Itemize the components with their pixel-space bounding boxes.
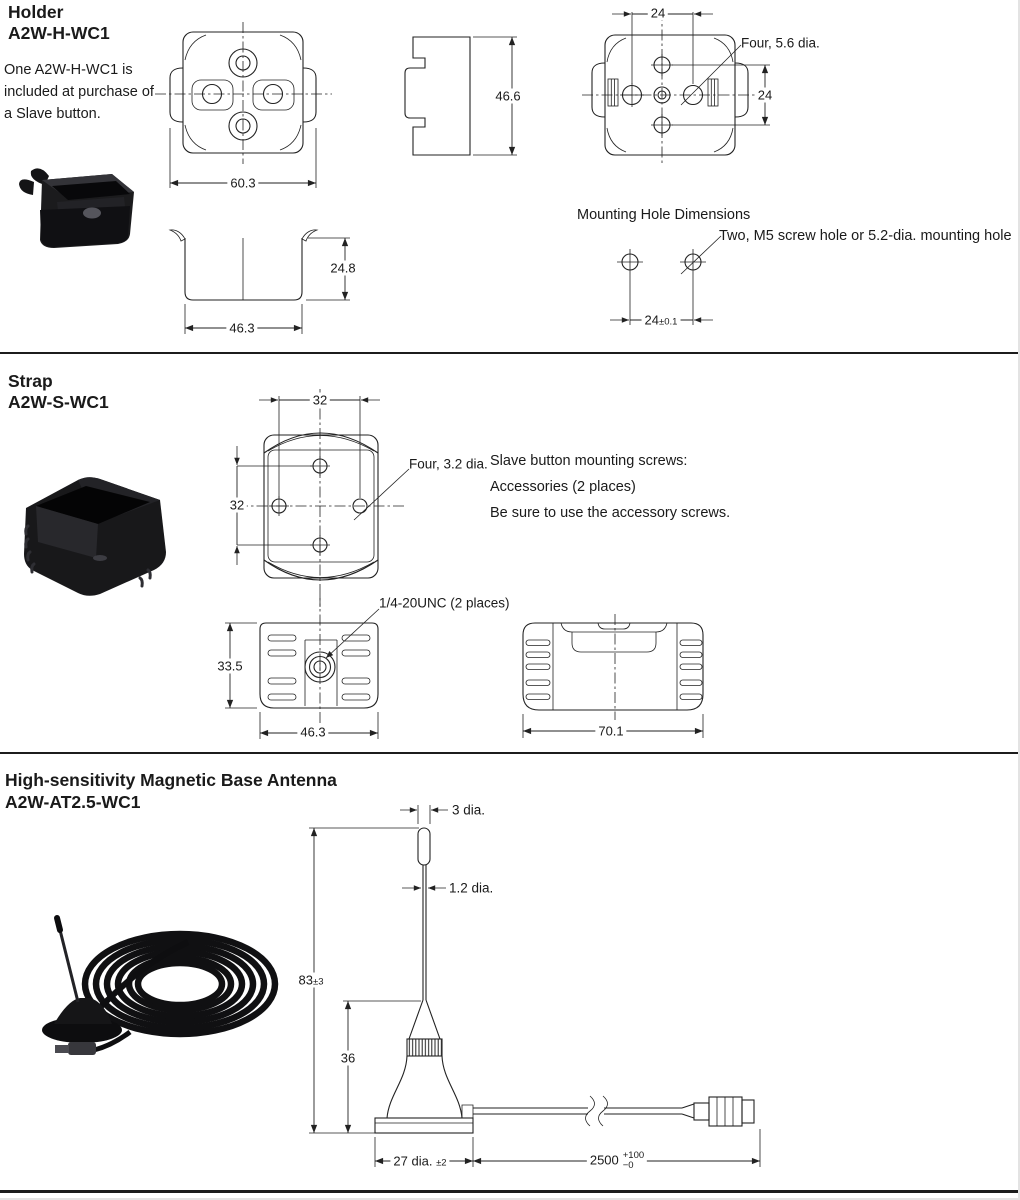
strap-front-width-dim: 46.3 xyxy=(297,725,328,740)
strap-section-title xyxy=(8,371,109,413)
antenna-tip-dia-callout: 3 dia. xyxy=(452,802,486,818)
section-divider xyxy=(0,1190,1020,1193)
strap-top-view xyxy=(223,383,488,611)
antenna-lower-height-dim: 36 xyxy=(338,1051,358,1066)
holder-title: Holder xyxy=(8,2,64,22)
strap-front-height-dim: 33.5 xyxy=(214,659,245,674)
holder-rear-view xyxy=(578,2,838,172)
strap-photo xyxy=(8,460,173,600)
strap-top-pitch-h-dim: 32 xyxy=(310,393,330,408)
holder-rear-pitch-h-dim: 24 xyxy=(648,6,668,21)
holder-bottom-width-dim: 46.3 xyxy=(226,321,257,336)
mounting-pitch-dim: 24±0.1 xyxy=(642,313,681,328)
section-divider xyxy=(0,352,1020,354)
holder-section-title xyxy=(8,2,110,44)
holder-model: A2W-H-WC1 xyxy=(8,23,110,43)
antenna-title: High-sensitivity Magnetic Base Antenna xyxy=(5,770,337,790)
holder-rear-pitch-v-dim: 24 xyxy=(755,88,775,103)
mounting-hole-title: Mounting Hole Dimensions xyxy=(577,207,751,223)
strap-screw-note: Slave button mounting screws: Accessories (2 places) Be sure to use the accessory screws. xyxy=(490,453,731,521)
antenna-model: A2W-AT2.5-WC1 xyxy=(5,792,141,812)
holder-rear-holes-callout: Four, 5.6 dia. xyxy=(741,35,820,51)
antenna-height-dim: 83±3 xyxy=(296,973,327,988)
strap-title: Strap xyxy=(8,371,53,391)
holder-photo xyxy=(12,150,147,255)
antenna-cable-length-dim: 2500 +100 −0 xyxy=(587,1151,647,1171)
antenna-drawing xyxy=(283,793,783,1193)
strap-holes-callout: Four, 3.2 dia. xyxy=(409,456,488,472)
section-divider xyxy=(0,752,1020,754)
strap-model: A2W-S-WC1 xyxy=(8,392,109,412)
mounting-hole-note: Two, M5 screw hole or 5.2-dia. mounting hole xyxy=(719,228,1012,244)
holder-front-width-dim: 60.3 xyxy=(227,176,258,191)
strap-top-pitch-v-dim: 32 xyxy=(227,498,247,513)
strap-thread-callout: 1/4-20UNC (2 places) xyxy=(379,595,510,611)
holder-side-height-dim: 46.6 xyxy=(492,89,523,104)
antenna-photo xyxy=(10,912,275,1072)
antenna-base-dia-dim: 27 dia. ±2 xyxy=(390,1154,449,1169)
holder-note: One A2W-H-WC1 is included at purchase of a Slave button. xyxy=(4,62,154,122)
holder-front-view xyxy=(148,18,338,198)
holder-bottom-view xyxy=(168,226,363,341)
antenna-rod-dia-callout: 1.2 dia. xyxy=(449,880,494,896)
holder-bottom-height-dim: 24.8 xyxy=(327,261,358,276)
strap-side-width-dim: 70.1 xyxy=(595,724,626,739)
